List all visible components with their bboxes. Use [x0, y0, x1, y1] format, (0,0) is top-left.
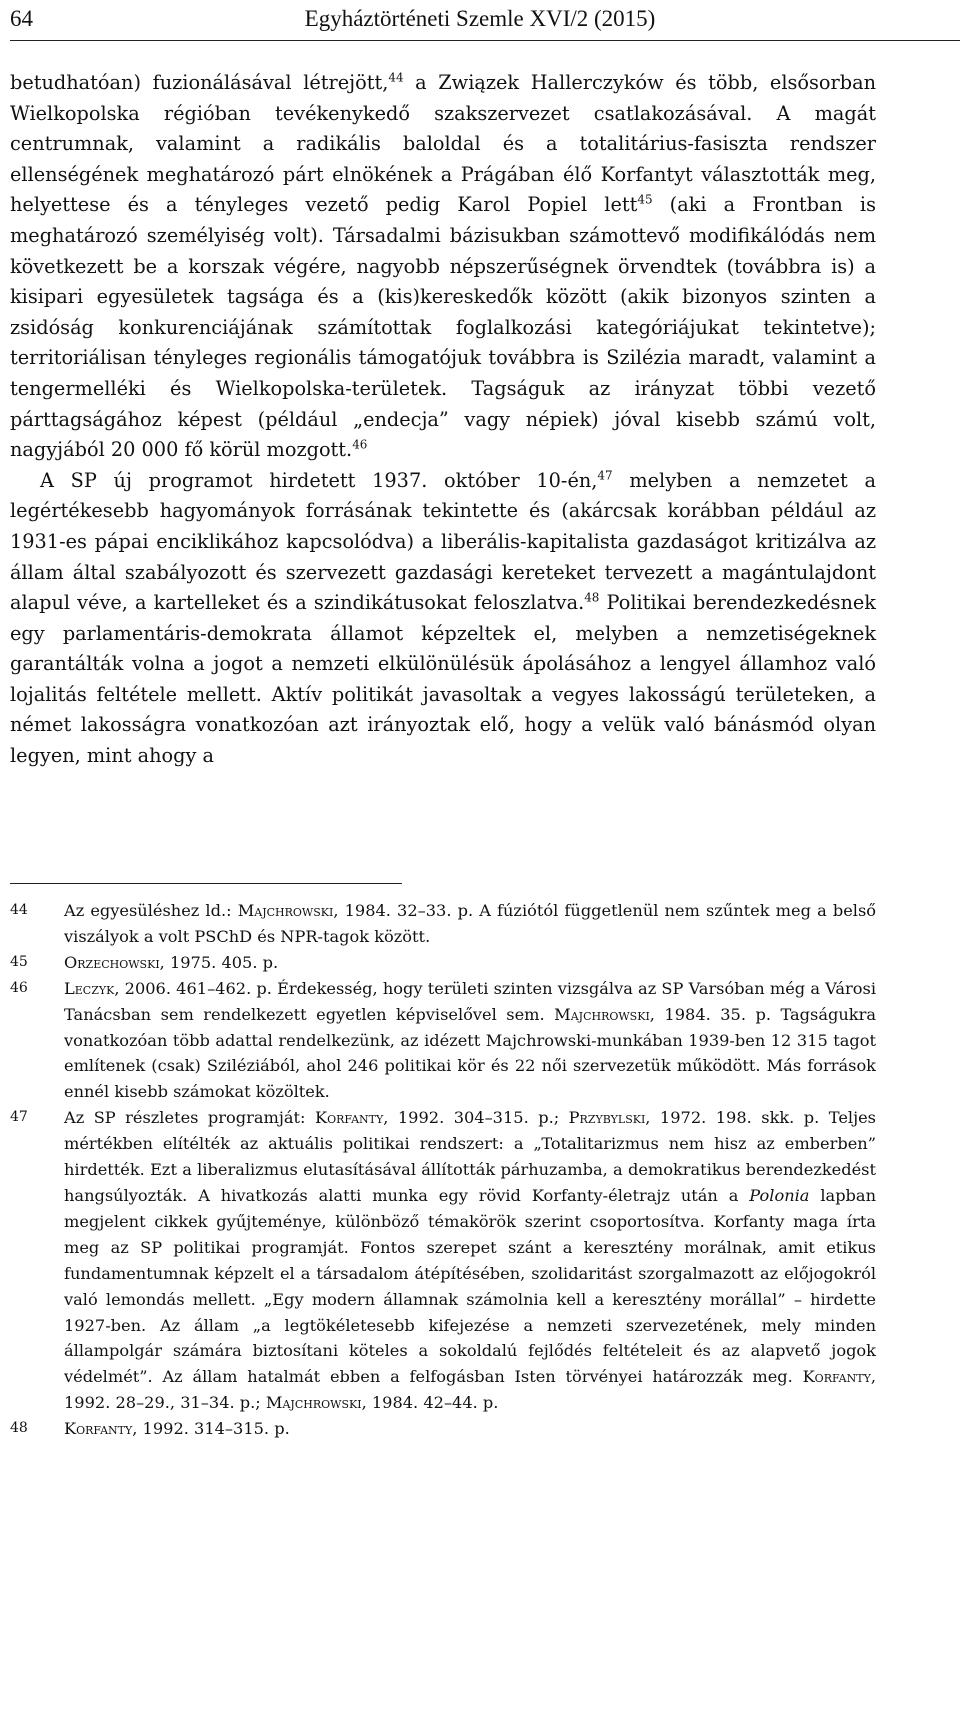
- text-run: Az egyesüléshez ld.:: [64, 901, 238, 920]
- author-name: Majchrowski: [554, 1004, 650, 1024]
- footnote-ref-44[interactable]: 44: [388, 70, 404, 85]
- page-number: 64: [10, 6, 33, 31]
- footnote-47: [10, 1105, 876, 1416]
- text-run: , 1984. 35. p. Tagságukra vonatkozóan több adattal rendelkezünk, az idézett Majchrowski-munkában 1939-ben 12 315 tagot említenek (csak) Sziléziából, ahol 246 politikai kör és 22 női szervezetük működött. Más források ennél kisebb számokat közöltek.: [64, 1004, 876, 1102]
- text-run: lapban megjelent cikkek gyűjteménye, különböző témakörök szerint csoportosítva. Korfanty maga írta meg az SP politikai programját. Fontos szerepet szánt a keresztény morálnak, amit etikus fundamentumnak képzelt el a társadalom átépítésében, szolidaritást szorgalmazott az előjogokról való lemondás mellett. „Egy modern államnak számolnia kell a keresztény morállal” – hirdette 1927-ben. Az állam „a legtökéletesebb kifejezése a nemzeti szervezetének, mely minden állampolgár számára biztosítani köteles a sokoldalú fejlődés feltételeit és az alapvető jogok védelmét”. Az állam hatalmát ebben a felfogásban Isten törvényei határozzák meg.: [64, 1185, 876, 1387]
- text-run: Politikai berendezkedésnek egy parlamentáris-demokrata államot képzeltek el, melyben a nemzetiségeknek garantálták volna a jogot a nemzeti elkülönülésük ápolásához a lengyel államhoz való lojalitás feltétele mellett. Aktív politikát javasoltak a vegyes lakosságú területeken, a német lakosságra vonatkozóan azt irányoztak elő, hogy a velük való bánásmód olyan legyen, mint ahogy a: [10, 591, 876, 768]
- footnote-number: 48: [10, 1420, 28, 1437]
- footnote-number: 46: [10, 979, 28, 996]
- author-name: Korfanty: [315, 1108, 384, 1128]
- text-run: A SP új programot hirdetett 1937. október 10-én,: [40, 468, 598, 492]
- author-name: Majchrowski: [237, 901, 334, 920]
- body-text: [10, 68, 876, 772]
- footnote-46: [10, 976, 876, 1106]
- footnote-number: 45: [10, 953, 28, 970]
- text-run: Az SP részletes programját:: [64, 1108, 315, 1128]
- footnote-number: 44: [10, 902, 28, 918]
- footnote-ref-48[interactable]: 48: [584, 590, 600, 605]
- footnote-48: [10, 1416, 876, 1442]
- footnote-separator: [10, 883, 402, 884]
- author-name: Orzechowski: [64, 952, 160, 972]
- publication-title: Polonia: [749, 1185, 810, 1205]
- header-rule: [10, 40, 960, 41]
- text-run: , 1972. 198. skk. p. Teljes mértékben elítélték az aktuális politikai rendszert: a „Totalitarizmus nem hisz az emberben” hirdették. Ezt a liberalizmus elutasításával állították párhuzamba, a demokratikus berendezkedést hangsúlyozták. A hivatkozás alatti munka egy rövid Korfanty-életrajz után a: [64, 1108, 876, 1205]
- author-name: Korfanty: [802, 1367, 871, 1387]
- text-run: , 1984. 42–44. p.: [361, 1393, 499, 1413]
- footnote-ref-47[interactable]: 47: [597, 468, 613, 483]
- footnote-ref-45[interactable]: 45: [637, 192, 653, 207]
- text-run: , 1984. 32–33. p. A fúziótól függetlenül nem szűntek meg a belső viszályok a volt PSChD és NPR-tagok között.: [64, 901, 877, 946]
- footnote-44: [10, 898, 876, 950]
- text-run: betudhatóan) fuzionálásával létrejött,: [10, 71, 389, 94]
- text-run: , 2006. 461–462. p. Érdekesség, hogy területi szinten vizsgálva az SP Varsóban még a Városi Tanácsban sem rendelkezett egyetlen képviselővel sem.: [64, 978, 876, 1024]
- text-run: , 1975. 405. p.: [159, 952, 279, 972]
- footnote-number: 47: [10, 1109, 28, 1126]
- text-run: , 1992. 304–315. p.;: [383, 1108, 569, 1128]
- text-run: , 1992. 314–315. p.: [132, 1419, 290, 1439]
- author-name: Leczyk: [64, 978, 115, 998]
- author-name: Przybylski: [568, 1108, 646, 1128]
- text-run: melyben a nemzetet a legértékesebb hagyományok forrásának tekintette és (akárcsak korábban például az 1931-es pápai enciklikához kapcsolódva) a liberális-kapitalista gazdaságot kritizálva az állam által szabályozott és szervezett gazdasági kereteket tervezett a magántulajdont alapul véve, a kartelleket és a szindikátusokat feloszlatva.: [10, 468, 876, 615]
- footnotes: [10, 898, 876, 1442]
- text-run: , 1992. 28–29., 31–34. p.;: [64, 1367, 876, 1413]
- footnote-45: [10, 950, 876, 976]
- footnote-ref-46[interactable]: 46: [352, 437, 368, 452]
- author-name: Majchrowski: [265, 1393, 362, 1413]
- page-header: [0, 0, 960, 44]
- paragraph-2: [10, 466, 876, 772]
- text-run: (aki a Frontban is meghatározó személyiség volt). Társadalmi bázisukban számottevő modifikálódás nem következett be a korszak végére, nagyobb népszerűségnek örvendtek (továbbra is) a kisipari egyesületek tagsága és a (kis)kereskedők között (akik bizonyos szinten a zsidóság konkurenciájának számítottak foglalkozási kategóriájukat tekintetve); territoriálisan tényleges regionális támogatójuk továbbra is Szilézia maradt, valamint a tengermelléki és Wielkopolska-területek. Tagságuk az irányzat többi vezető párttagságához képest (például „endecja” vagy népiek) jóval kisebb számú volt, nagyjából 20 000 fő körül mozgott.: [10, 193, 876, 462]
- text-run: a Związek Hallerczyków és több, elsősorban Wielkopolska régióban tevékenykedő szakszervezet csatlakozásával. A magát centrumnak, valamint a radikális baloldal és a totalitárius-fasiszta rendszer ellenségének meghatározó párt elnökének a Prágában élő Korfantyt választották meg, helyettese és a tényleges vezető pedig Karol Popiel lett: [10, 71, 876, 217]
- paragraph-1: [10, 68, 876, 466]
- journal-title: Egyháztörténeti Szemle XVI/2 (2015): [304, 6, 656, 31]
- author-name: Korfanty: [64, 1419, 133, 1439]
